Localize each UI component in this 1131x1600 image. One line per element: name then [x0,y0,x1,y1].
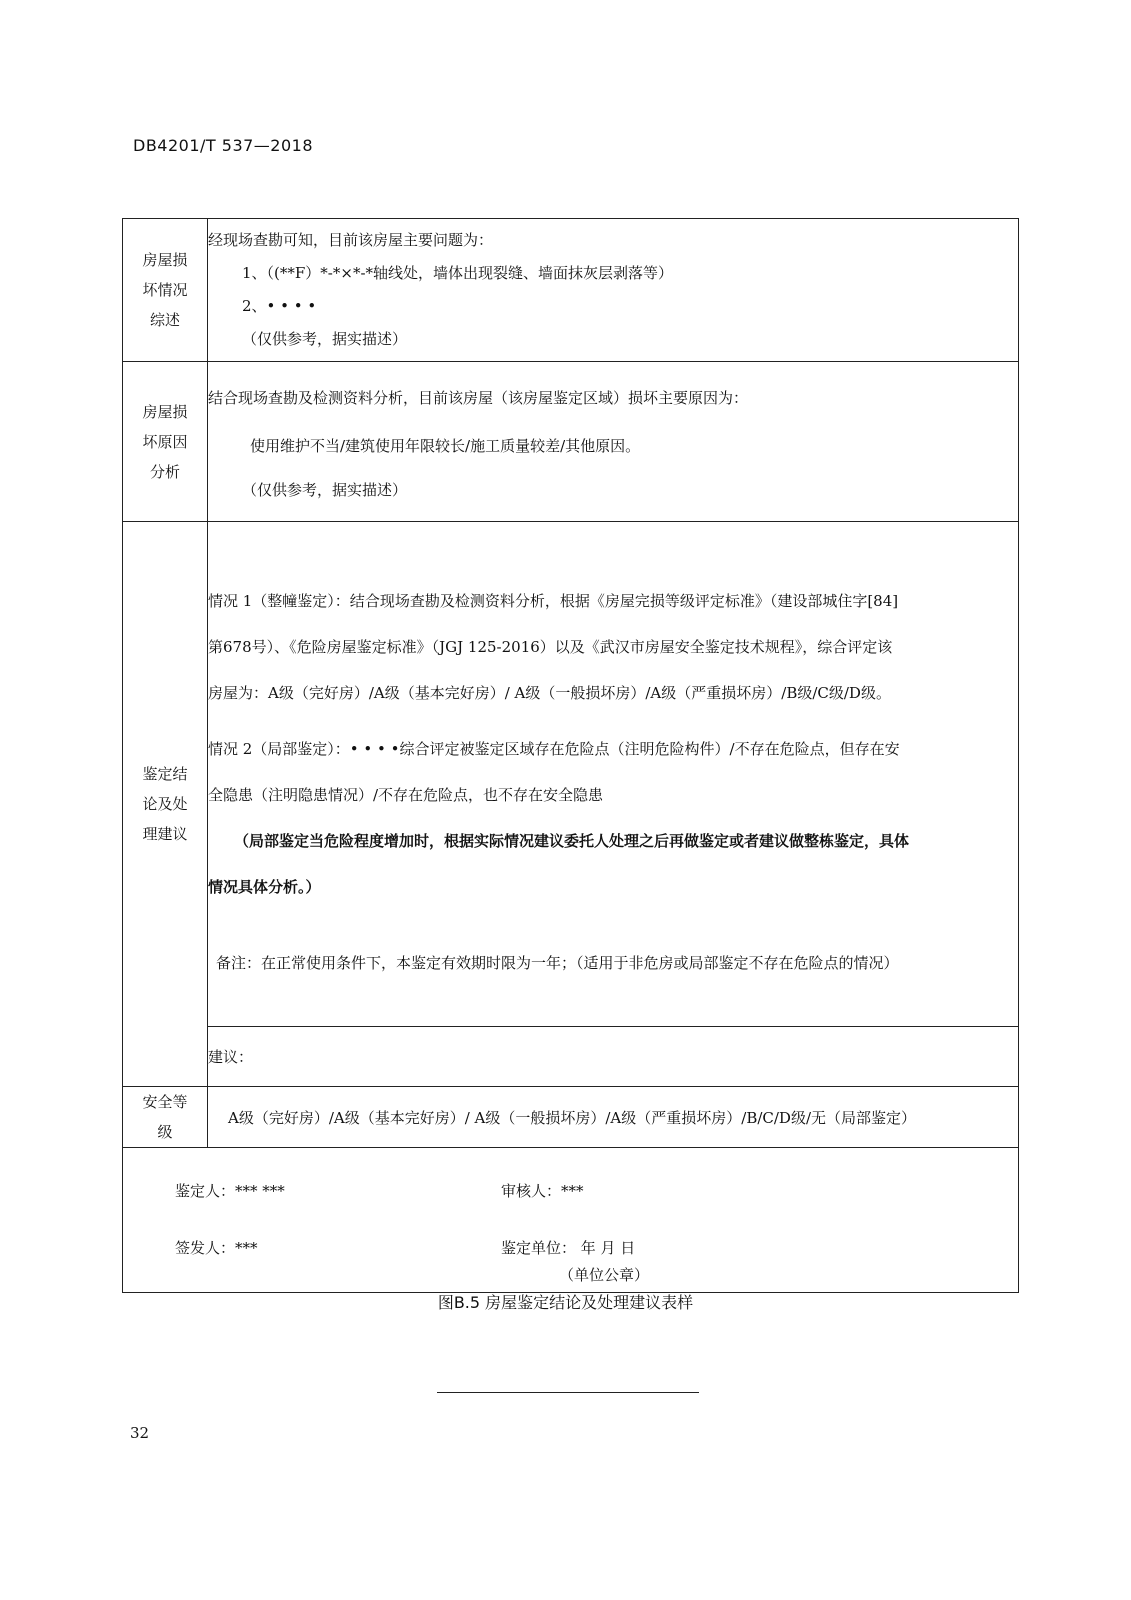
cause-line-intro: 结合现场查勘及检测资料分析，目前该房屋（该房屋鉴定区域）损坏主要原因为： [208,388,749,407]
document-code: DB4201/T 537—2018 [133,136,314,155]
case-1-line-3: 房屋为：A级（完好房）/A级（基本完好房）/ A级（一般损坏房）/A级（严重损坏房）/B级/C级/D级。 [208,684,891,702]
cause-line-reasons: 使用维护不当/建筑使用年限较长/施工质量较差/其他原因。 [250,436,641,455]
damage-line-note: （仅供参考，据实描述） [242,330,408,348]
damage-line-intro: 经现场查勘可知，目前该房屋主要问题为： [208,231,494,249]
appraisal-unit-date: 鉴定单位： 年 月 日 [501,1239,636,1257]
case-1-line-1: 情况 1（整幢鉴定）：结合现场查勘及检测资料分析，根据《房屋完损等级评定标准》（建设部城住字[84] [208,592,899,610]
damage-line-item-2: 2、• • • • [242,297,317,315]
cause-row [123,362,1019,522]
label-line: 房屋损 [142,251,188,269]
unit-seal: （单位公章） [559,1266,650,1284]
issuer-signature: 签发人：*** [175,1239,258,1257]
damage-line-item-1: 1、（(**F）*-*×*-*轴线处，墙体出现裂缝、墙面抹灰层剥落等） [242,264,674,282]
label-line: 理建议 [142,825,188,843]
suggestion-row [123,1027,1019,1087]
cause-label [123,362,208,522]
damage-label [123,219,208,362]
cause-line-note: （仅供参考，据实描述） [242,480,408,499]
appraisal-form-table [122,218,1019,1293]
grade-content [208,1087,1019,1148]
conclusion-row [123,522,1019,1027]
suggestion-label: 建议： [208,1048,254,1066]
reviewer-signature: 审核人：*** [501,1182,584,1200]
label-line: 坏情况 [142,281,188,299]
appraiser-signature: 鉴定人：*** *** [175,1182,285,1200]
label-line: 安全等 [142,1093,188,1111]
label-line: 房屋损 [142,402,188,421]
remark-line: 备注：在正常使用条件下，本鉴定有效期时限为一年；（适用于非危房或局部鉴定不存在危险点的情况） [216,954,899,972]
partial-note-line-2: 情况具体分析。） [208,878,321,896]
damage-content [208,219,1019,362]
suggestion-cell [208,1027,1019,1087]
signature-cell [123,1148,1019,1293]
grade-options: A级（完好房）/A级（基本完好房）/ A级（一般损坏房）/A级（严重损坏房）/B/C/D级/无（局部鉴定） [228,1108,917,1127]
label-line: 级 [157,1123,173,1141]
case-2-line-2: 全隐患（注明隐患情况）/不存在危险点，也不存在安全隐患 [208,786,604,804]
signature-row [123,1148,1019,1293]
conclusion-label [123,522,208,1087]
figure-caption: 图B.5 房屋鉴定结论及处理建议表样 [437,1293,694,1312]
conclusion-content [208,522,1019,1027]
label-line: 综述 [149,311,180,329]
label-line: 鉴定结 [142,765,188,783]
label-line: 论及处 [142,795,188,813]
grade-row [123,1087,1019,1148]
label-line: 坏原因 [142,432,188,451]
grade-label [123,1087,208,1148]
footer-rule [437,1392,699,1393]
page-number: 32 [130,1424,150,1442]
case-1-line-2: 第678号）、《危险房屋鉴定标准》（JGJ 125-2016）以及《武汉市房屋安全鉴定技术规程》，综合评定该 [208,638,893,656]
cause-content [208,362,1019,522]
damage-row [123,219,1019,362]
case-2-line-1: 情况 2（局部鉴定）：• • • •综合评定被鉴定区域存在危险点（注明危险构件）/不存在危险点，但存在安 [208,740,900,758]
partial-note-line-1: （局部鉴定当危险程度增加时，根据实际情况建议委托人处理之后再做鉴定或者建议做整栋鉴定，具体 [234,832,910,850]
label-line: 分析 [149,462,180,481]
